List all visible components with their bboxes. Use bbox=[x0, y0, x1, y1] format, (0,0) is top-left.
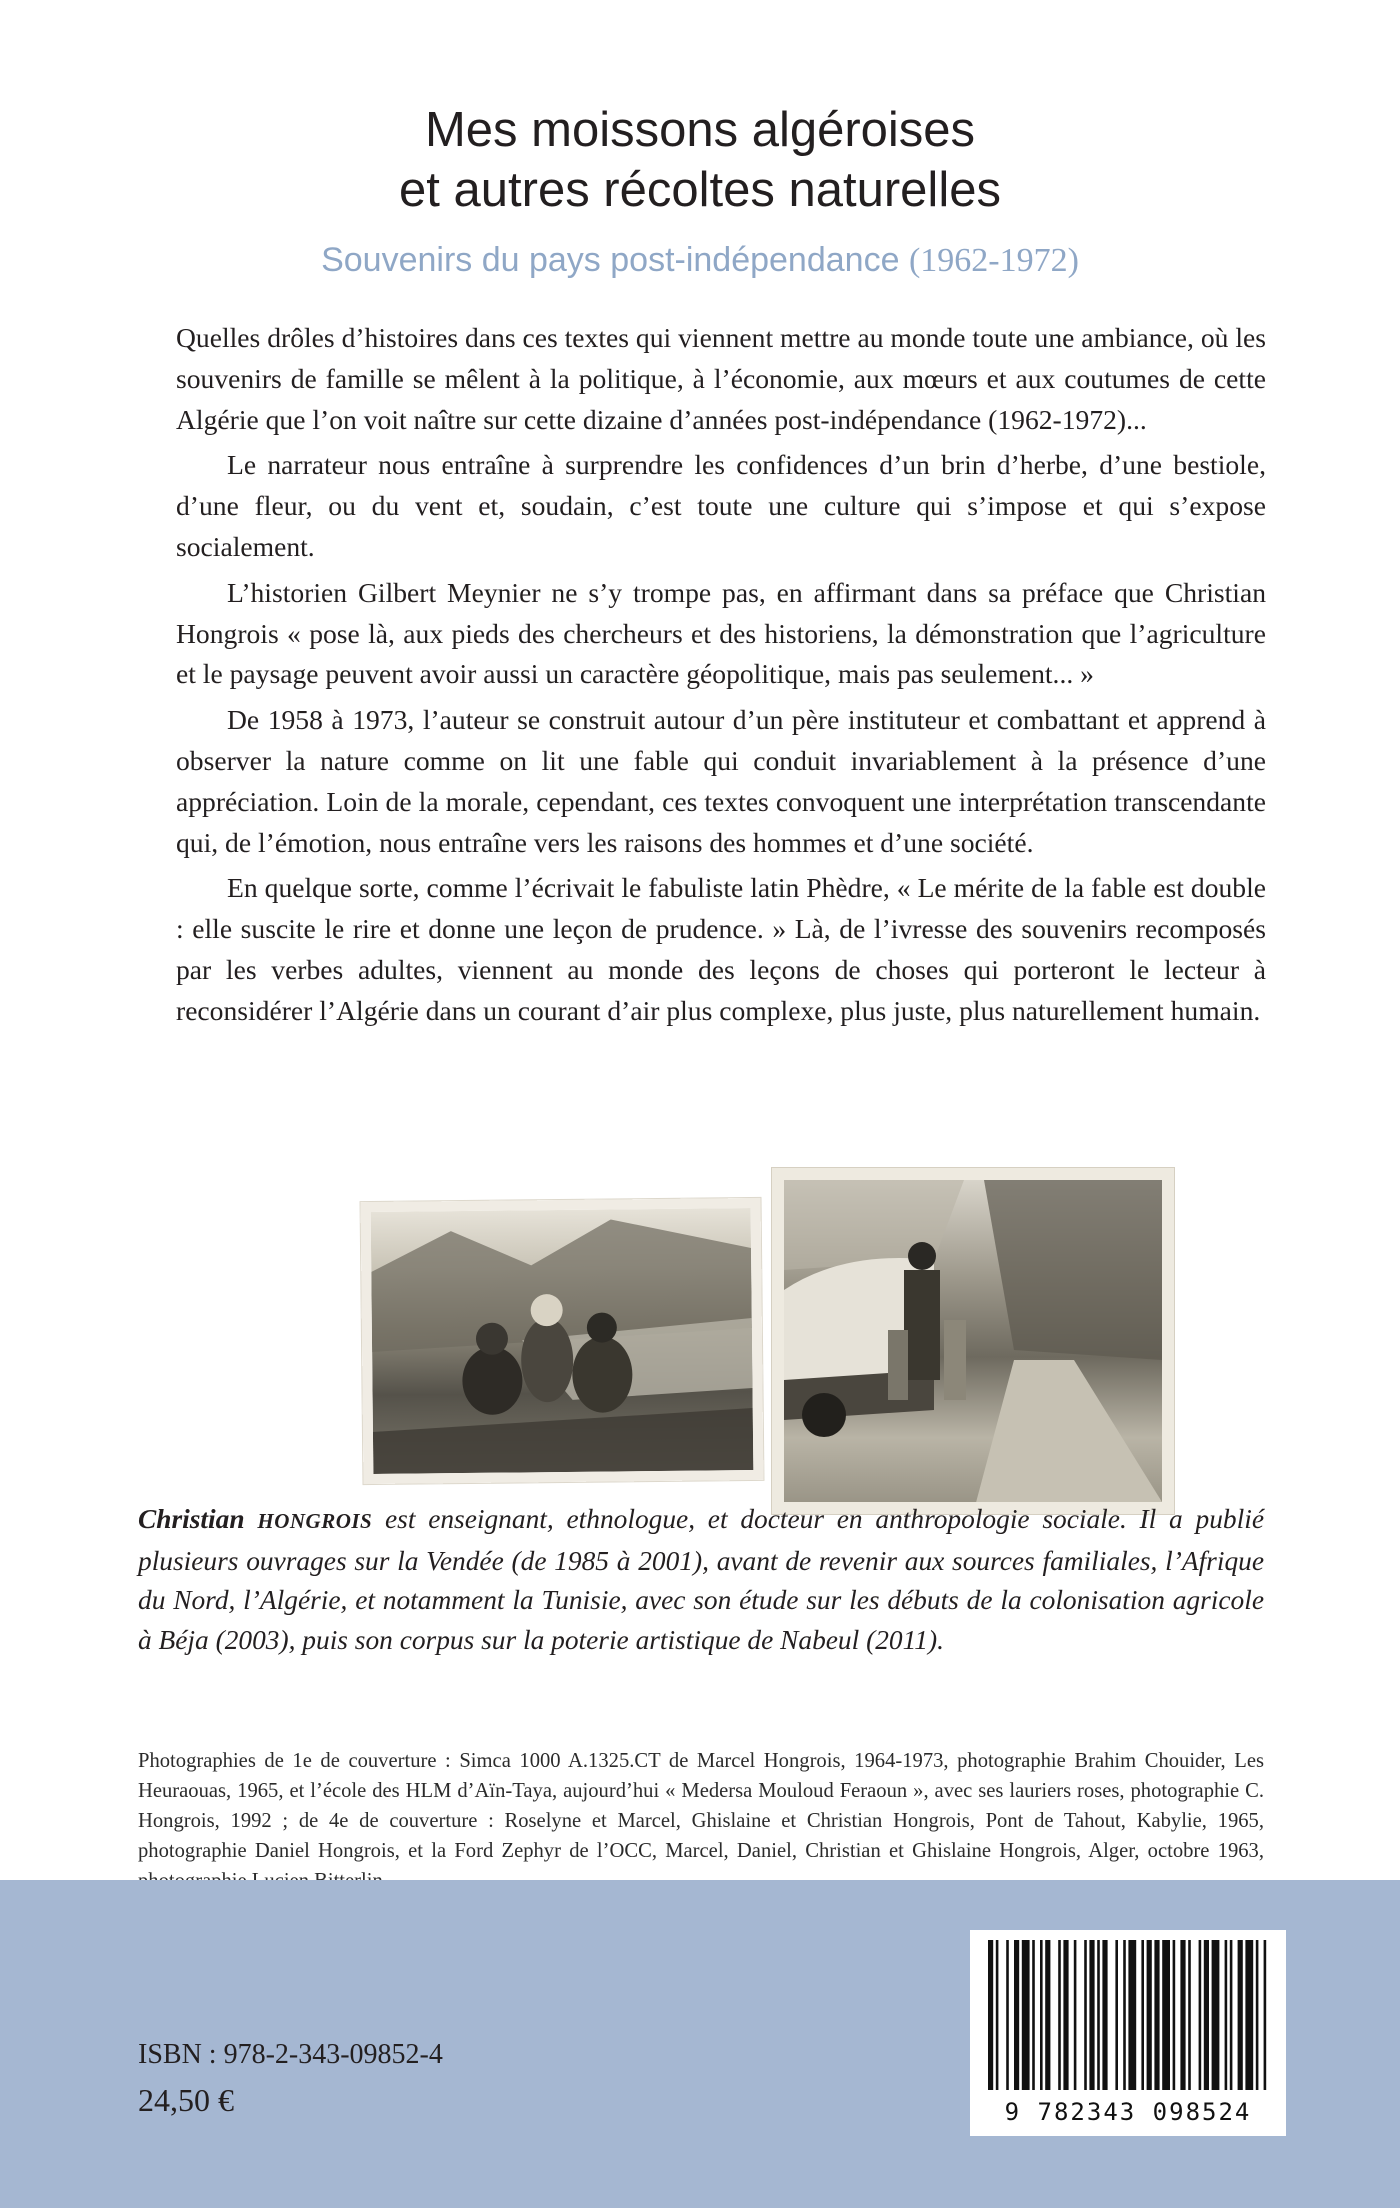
barcode bbox=[970, 1930, 1286, 2136]
blurb-paragraph: Quelles drôles d’histoires dans ces textes qui viennent mettre au monde toute une ambiance, où les souvenirs de famille se mêlent à la politique, à l’économie, aux mœurs et aux coutumes de cette Algérie que l’on voit naître sur cette dizaine d’années post-indépendance (1962-1972)... bbox=[176, 322, 1266, 435]
author-bio bbox=[138, 1500, 1264, 1660]
author-last-name: HONGROIS bbox=[257, 1509, 373, 1533]
blurb-paragraph: En quelque sorte, comme l’écrivait le fabuliste latin Phèdre, « Le mérite de la fable est double : elle suscite le rire et donne une leçon de prudence. » Là, de l’ivresse des souvenirs recomposés par les verbes adultes, viennent au monde des leçons de choses qui porteront le lecteur à reconsidérer l’Algérie dans un courant d’air plus complexe, plus juste, plus naturellement humain. bbox=[176, 872, 1266, 1026]
back-cover-blurb bbox=[176, 318, 1266, 1037]
family-car-photo bbox=[772, 1168, 1174, 1514]
author-name bbox=[138, 1504, 372, 1534]
book-title-line-1: Mes moissons algéroises bbox=[424, 103, 976, 157]
barcode-bars bbox=[970, 1930, 1286, 2100]
book-subtitle bbox=[0, 238, 1400, 283]
subtitle-years: (1962-1972) bbox=[908, 242, 1079, 279]
price: 24,50 € bbox=[138, 2082, 234, 2118]
author-first-name: Christian bbox=[138, 1504, 245, 1534]
isbn: ISBN : 978-2-343-09852-4 bbox=[138, 2039, 443, 2070]
book-title-line-2: et autres récoltes naturelles bbox=[399, 163, 1001, 217]
blurb-paragraph: Le narrateur nous entraîne à surprendre les confidences d’un brin d’herbe, d’une bestiole, d’une fleur, ou du vent et, soudain, c’est toute une culture qui s’impose et qui s’expose socialement. bbox=[176, 449, 1266, 562]
subtitle-text: Souvenirs du pays post-indépendance bbox=[321, 241, 900, 279]
author-bio-text: est enseignant, ethnologue, et docteur en anthropologie sociale. Il a publié plusieurs ouvrages sur la Vendée (de 1985 à 2001), avant de revenir aux sources familiales, l’Afrique du Nord, l’Algérie, et notamment la Tunisie, avec son étude sur les débuts de la colonisation agricole à Béja (2003), puis son corpus sur la poterie artistique de Nabeul (2011). bbox=[138, 1504, 1264, 1655]
blurb-paragraph: L’historien Gilbert Meynier ne s’y trompe pas, en affirmant dans sa préface que Christian Hongrois « pose là, aux pieds des chercheurs et des historiens, la démonstration que l’agriculture et le paysage peuvent avoir aussi un caractère géopolitique, mais pas seulement... » bbox=[176, 576, 1266, 690]
family-river-photo bbox=[361, 1198, 764, 1484]
barcode-digits: 9 782343 098524 bbox=[1004, 2098, 1252, 2126]
photo-credits: Photographies de 1e de couverture : Simca 1000 A.1325.CT de Marcel Hongrois, 1964-1973, photographie Brahim Chouider, Les Heuraouas, 1965, et l’école des HLM d’Aïn-Taya, aujourd’hui « Medersa Mouloud Feraoun », avec ses lauriers roses, photographie C. Hongrois, 1992 ; de 4e de couverture : Roselyne et Marcel, Ghislaine et Christian Hongrois, Pont de Tahout, Kabylie, 1965, photographie Daniel Hongrois, et la Ford Zephyr de l’OCC, Marcel, Daniel, Christian et Ghislaine Hongrois, Alger, octobre 1963, bbox=[138, 1750, 1264, 1862]
blurb-paragraph: De 1958 à 1973, l’auteur se construit autour d’un père instituteur et combattant et apprend à observer la nature comme on lit une fable qui conduit invariablement à la présence d’une appréciation. Loin de la morale, cependant, ces textes convoquent une interprétation transcendante qui, de l’émotion, nous entraîne vers les raisons des hommes et d’une société. bbox=[176, 704, 1266, 858]
